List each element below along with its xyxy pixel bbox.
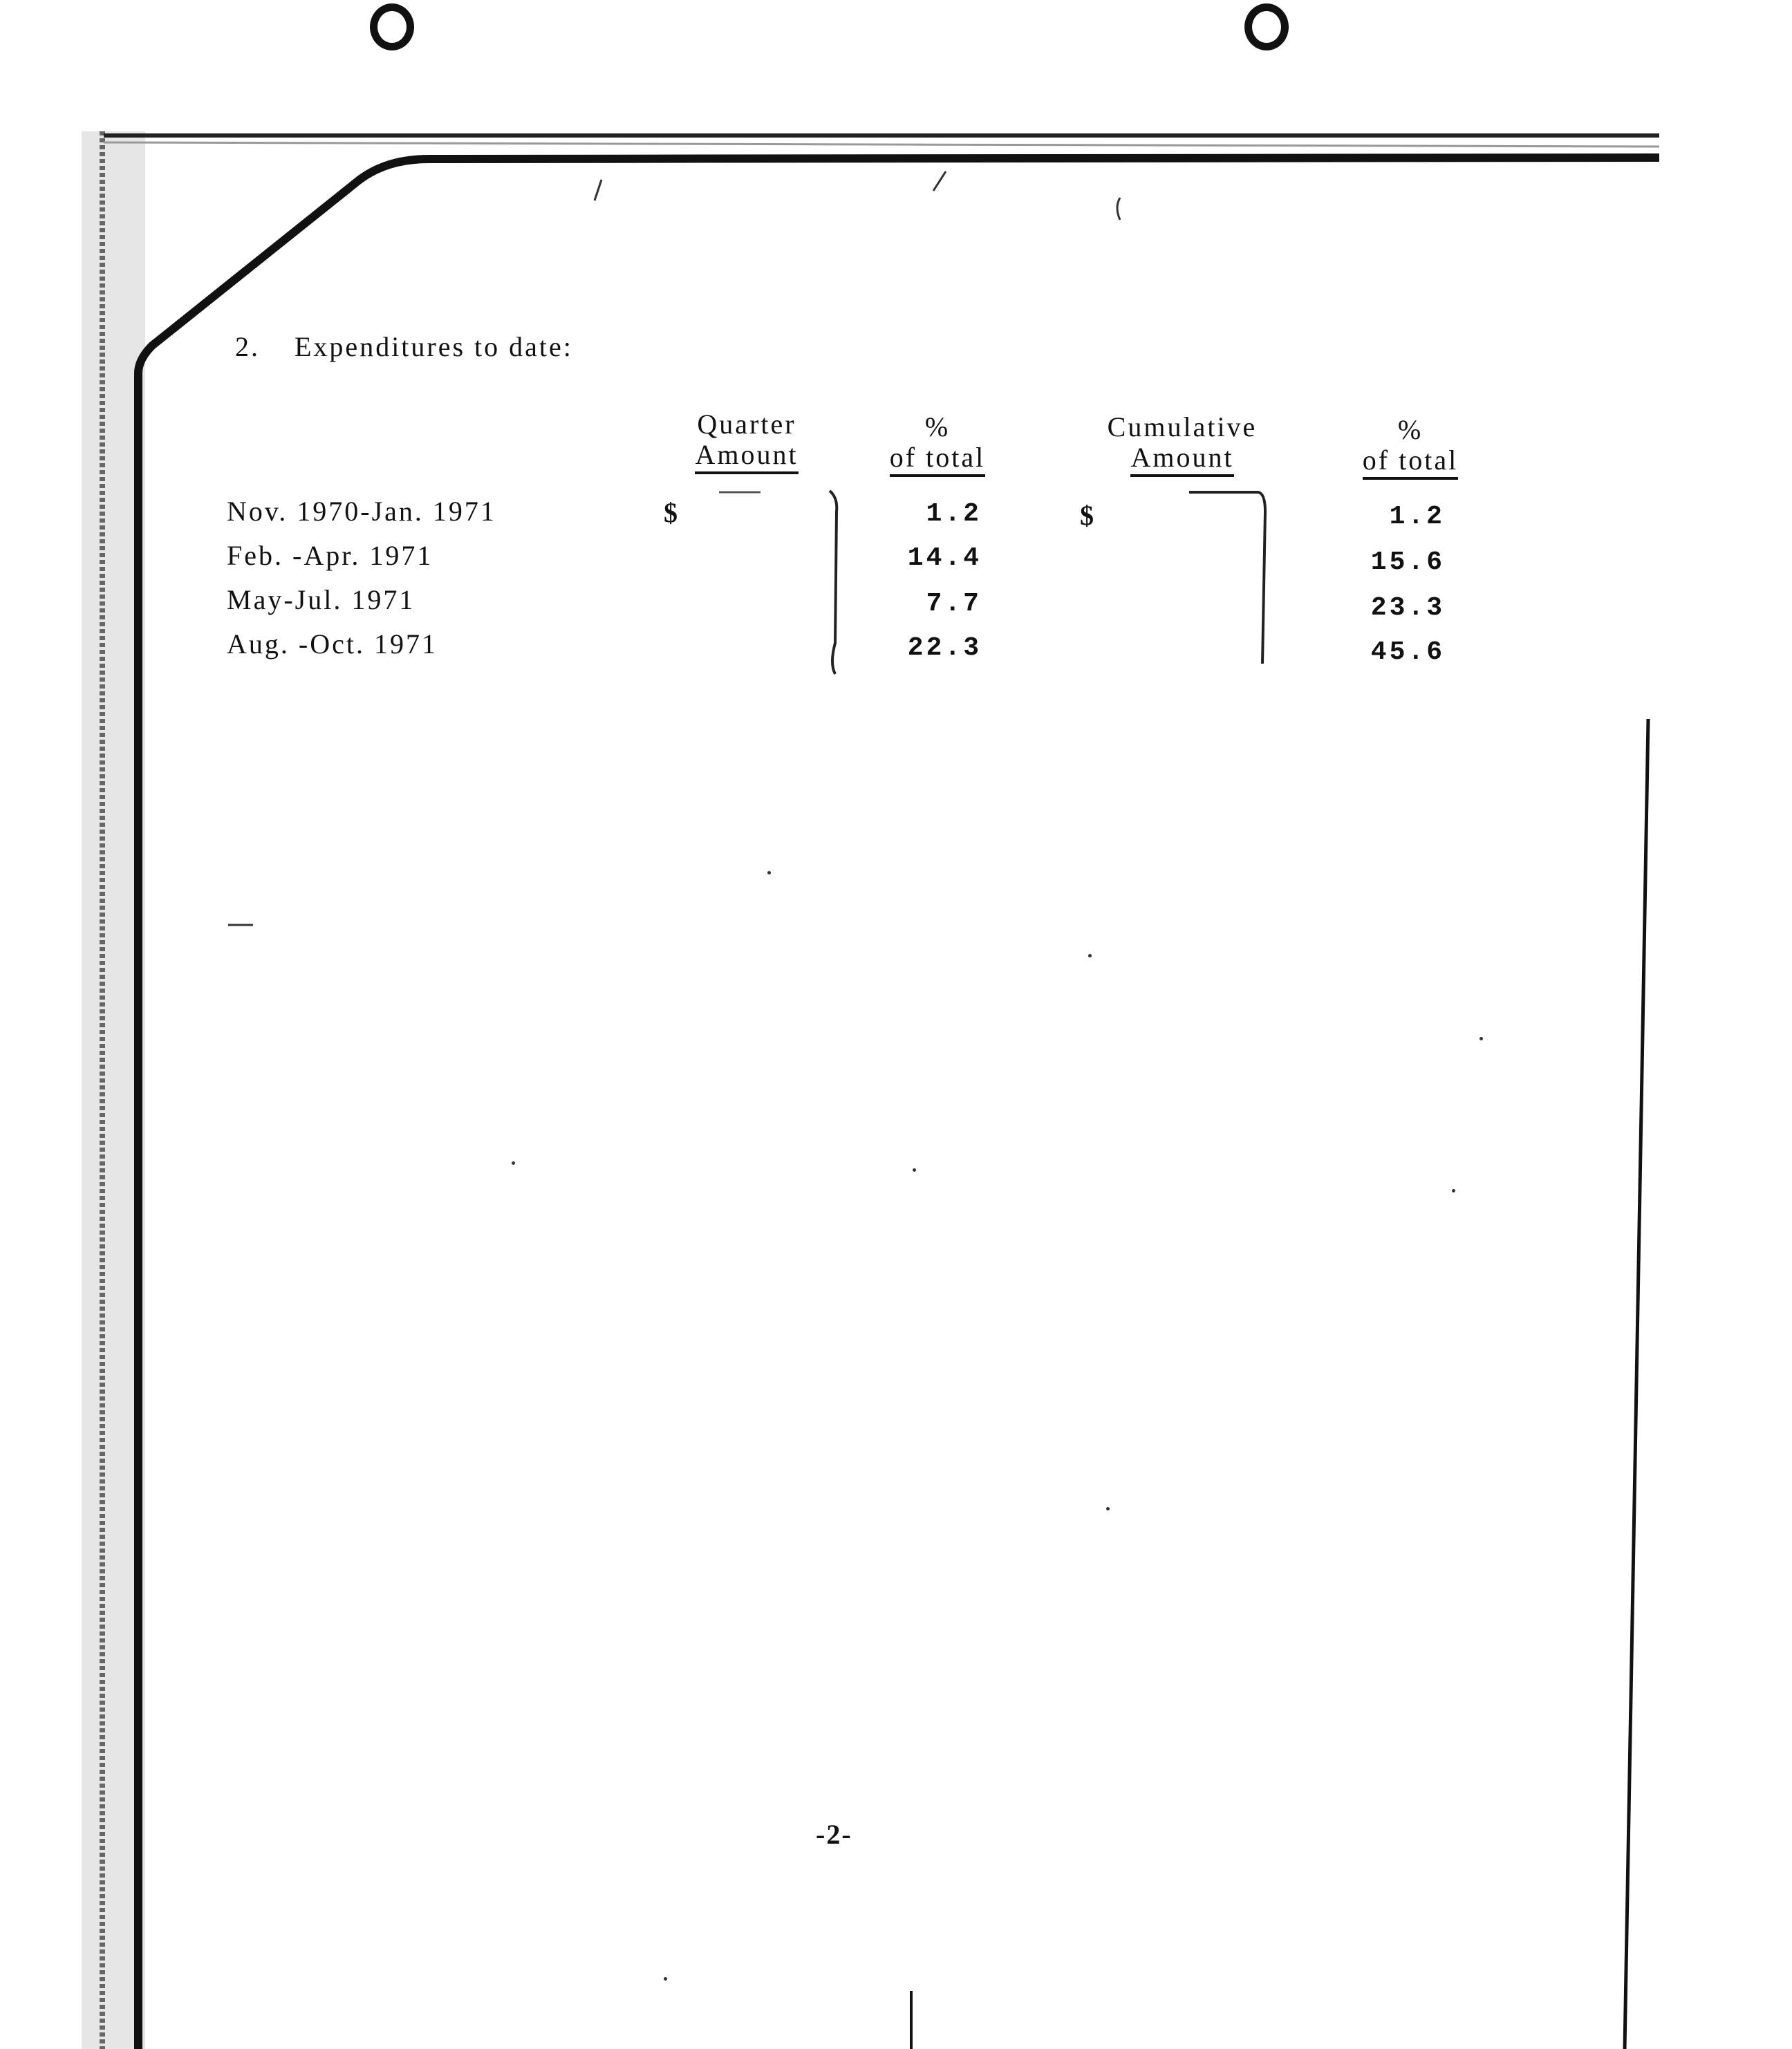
row-cumulative-pct: 23.3 (1370, 593, 1445, 623)
right-edge-line (1625, 719, 1648, 2049)
header-line1: % (924, 411, 951, 442)
header-quarter-amount (664, 409, 830, 470)
row-quarter-pct: 22.3 (907, 633, 982, 663)
section-title: Expenditures to date: (295, 331, 573, 362)
scan-speck (664, 1977, 667, 1981)
row-cumulative-pct: 45.6 (1370, 637, 1445, 667)
row-cumulative-pct: 15.6 (1370, 548, 1445, 577)
row-period: Feb. -Apr. 1971 (227, 540, 433, 571)
scan-speck (1480, 1037, 1483, 1040)
row-cumulative-pct: 1.2 (1389, 502, 1445, 532)
header-line2: of total (1363, 445, 1458, 480)
header-line1: Quarter (697, 409, 796, 440)
cumulative-amount-dollar: $ (1080, 500, 1094, 531)
header-quarter-pct (868, 412, 1007, 473)
page-number: -2- (816, 1819, 852, 1850)
scan-speck (1452, 1189, 1455, 1192)
header-line1: Cumulative (1107, 411, 1258, 442)
header-line2: of total (890, 442, 985, 477)
row-period: Nov. 1970-Jan. 1971 (227, 496, 496, 527)
quarter-amount-dollar: $ (664, 497, 678, 528)
scan-speck (1088, 954, 1092, 957)
scan-speck (512, 1161, 515, 1165)
scan-speck (913, 1168, 916, 1172)
scan-speck (767, 871, 771, 874)
row-quarter-pct: 14.4 (907, 543, 982, 573)
row-quarter-pct: 7.7 (926, 589, 982, 619)
scan-speck (1106, 1507, 1110, 1510)
header-line1: % (1397, 414, 1424, 445)
row-period: May-Jul. 1971 (227, 584, 416, 615)
row-period: Aug. -Oct. 1971 (227, 628, 438, 659)
header-line2: Amount (695, 439, 798, 474)
row-quarter-pct: 1.2 (926, 499, 982, 529)
cumulative-amount-bracket (1189, 492, 1265, 664)
quarter-amount-bracket (830, 491, 837, 674)
header-cumulative-pct (1341, 415, 1480, 476)
header-cumulative-amount (1079, 412, 1286, 473)
section-number: 2. (235, 331, 260, 362)
header-line2: Amount (1130, 442, 1233, 477)
section-heading (235, 330, 573, 363)
